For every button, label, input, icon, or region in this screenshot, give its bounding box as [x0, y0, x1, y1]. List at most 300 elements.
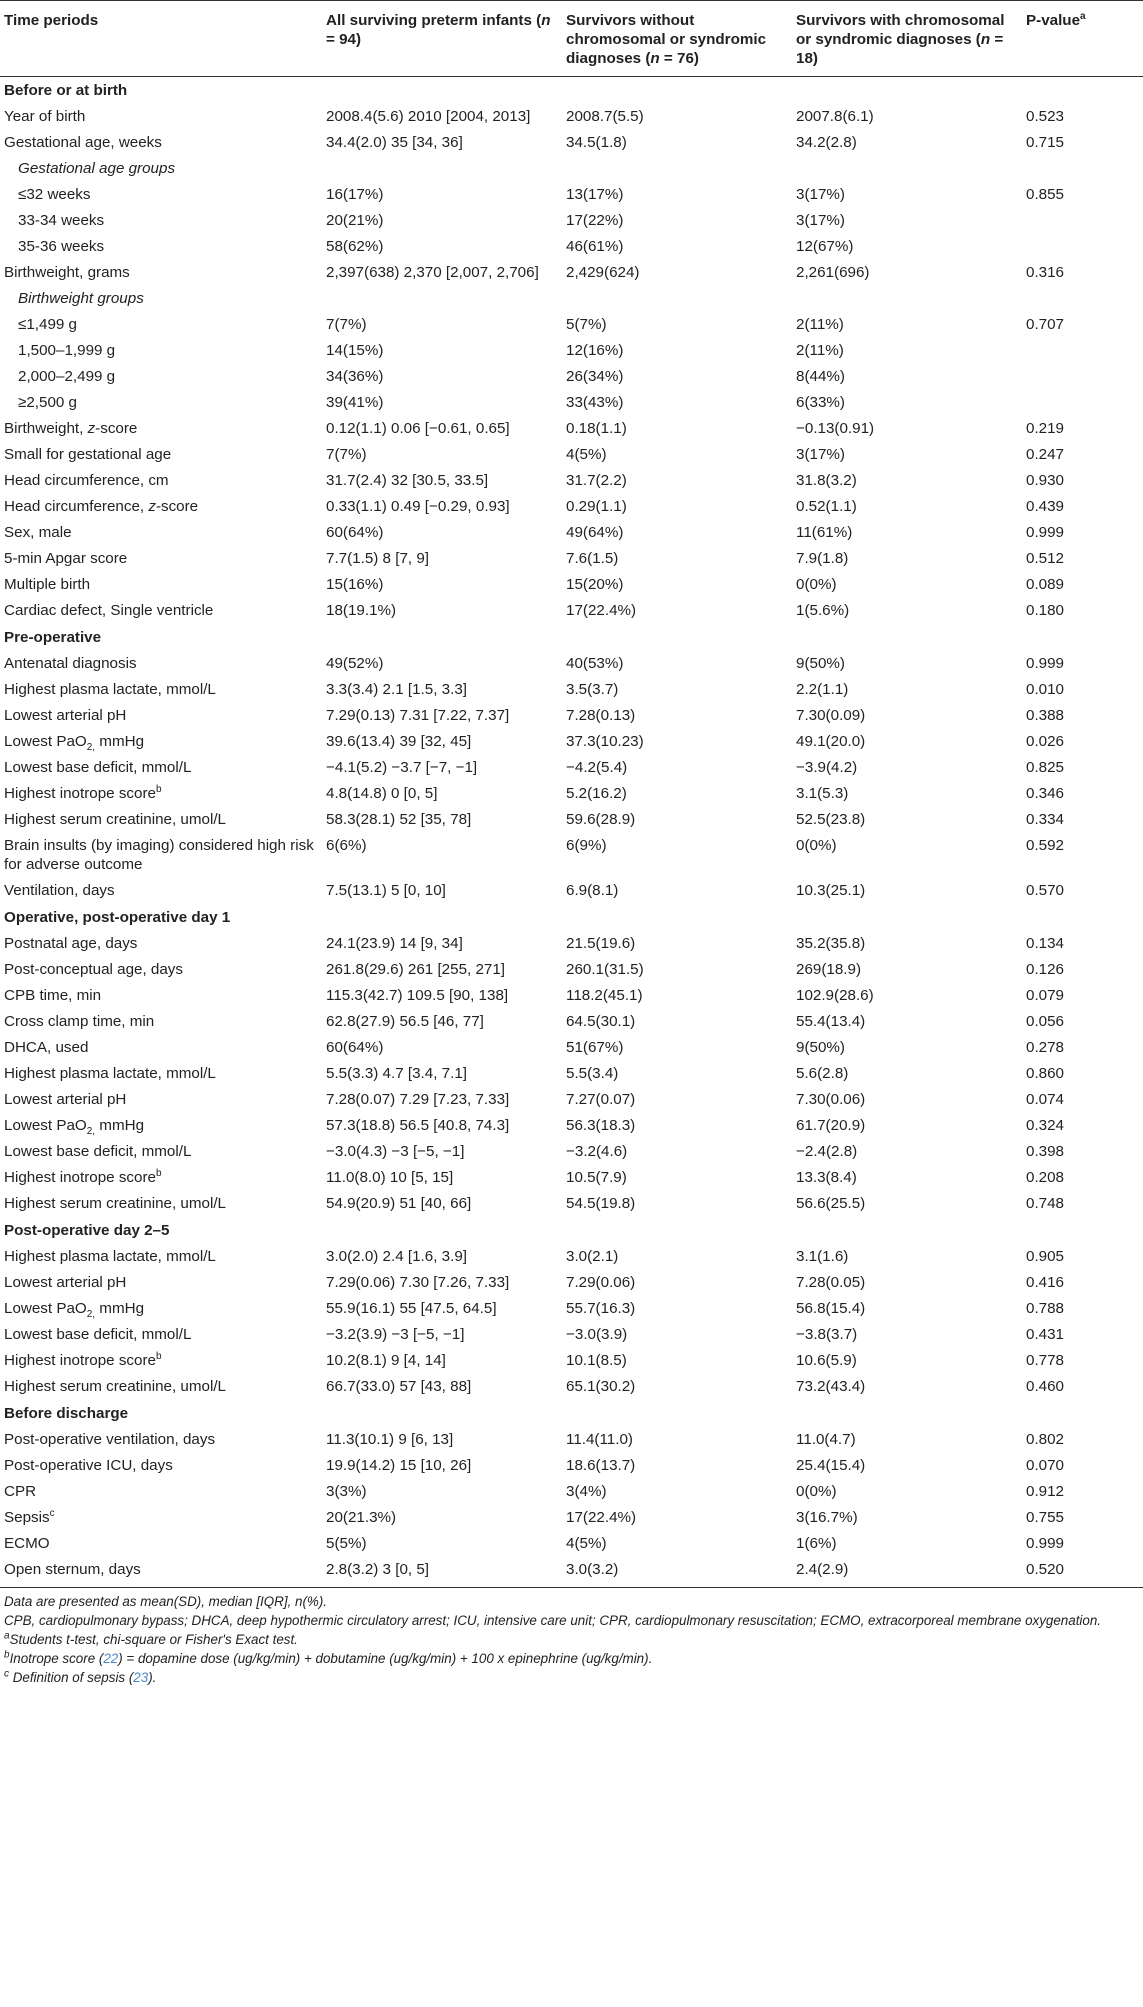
- row-label-part: mmHg: [95, 1300, 145, 1317]
- cell-p-value: 0.825: [1026, 759, 1065, 776]
- cell-p-value: 0.134: [1026, 935, 1065, 952]
- cell-p-value: 0.912: [1026, 1483, 1065, 1500]
- row-label: Birthweight, grams: [4, 264, 130, 281]
- reference-link[interactable]: 22: [103, 1651, 119, 1666]
- cell-without-diagnoses: 56.3(18.3): [566, 1117, 636, 1134]
- group-label: Birthweight groups: [18, 290, 144, 307]
- cell-without-diagnoses: 0.29(1.1): [566, 498, 627, 515]
- cell-all-survivors: 39.6(13.4) 39 [32, 45]: [326, 733, 472, 750]
- cell-all-survivors: 115.3(42.7) 109.5 [90, 138]: [326, 987, 509, 1004]
- row-label-part: b: [155, 783, 162, 795]
- cell-p-value: 0.278: [1026, 1039, 1065, 1056]
- table-row: [0, 468, 1143, 494]
- row-label: [0, 1505, 320, 1531]
- cell-without-diagnoses: 54.5(19.8): [566, 1195, 636, 1212]
- cell-without-diagnoses: 31.7(2.2): [566, 472, 627, 489]
- row-label: Post-operative ICU, days: [4, 1457, 173, 1474]
- row-label: Lowest base deficit, mmol/L: [4, 1326, 192, 1343]
- table-row: [0, 878, 1143, 904]
- cell-without-diagnoses: 5(7%): [566, 316, 607, 333]
- cell-p-value: 0.748: [1026, 1195, 1065, 1212]
- table-row: [0, 1505, 1143, 1531]
- table-row: [0, 651, 1143, 677]
- cell-all-survivors: 3.3(3.4) 2.1 [1.5, 3.3]: [326, 681, 467, 698]
- cell-with-diagnoses: 5.6(2.8): [796, 1065, 849, 1082]
- table-row: [0, 983, 1143, 1009]
- cell-with-diagnoses: 52.5(23.8): [796, 811, 866, 828]
- cell-without-diagnoses: −3.2(4.6): [566, 1143, 628, 1160]
- cell-without-diagnoses: 2,429(624): [566, 264, 640, 281]
- cell-with-diagnoses: 0(0%): [796, 837, 837, 854]
- row-label-part: Lowest PaO: [4, 1300, 87, 1317]
- row-label: Highest serum creatinine, umol/L: [4, 811, 227, 828]
- cell-all-survivors: 14(15%): [326, 342, 384, 359]
- cell-with-diagnoses: 1(6%): [796, 1535, 837, 1552]
- cell-p-value: 0.905: [1026, 1248, 1065, 1265]
- header-all-survivors: All surviving preterm infants (n = 94): [320, 1, 560, 77]
- cell-without-diagnoses: 15(20%): [566, 576, 624, 593]
- cell-with-diagnoses: 0(0%): [796, 1483, 837, 1500]
- cell-with-diagnoses: 9(50%): [796, 1039, 845, 1056]
- cell-p-value: 0.930: [1026, 472, 1065, 489]
- cell-with-diagnoses: 8(44%): [796, 368, 845, 385]
- cell-all-survivors: 20(21%): [326, 212, 384, 229]
- table-row: [0, 729, 1143, 755]
- cell-all-survivors: 7.5(13.1) 5 [0, 10]: [326, 882, 446, 899]
- cell-without-diagnoses: 46(61%): [566, 238, 624, 255]
- cell-all-survivors: 62.8(27.9) 56.5 [46, 77]: [326, 1013, 484, 1030]
- table-row: [0, 703, 1143, 729]
- cell-p-value: 0.070: [1026, 1457, 1065, 1474]
- cell-with-diagnoses: −0.13(0.91): [796, 420, 875, 437]
- cell-without-diagnoses: 34.5(1.8): [566, 134, 627, 151]
- cell-with-diagnoses: −3.9(4.2): [796, 759, 858, 776]
- cell-p-value: 0.860: [1026, 1065, 1065, 1082]
- cell-with-diagnoses: 3(16.7%): [796, 1509, 858, 1526]
- row-label: Sex, male: [4, 524, 72, 541]
- cell-with-diagnoses: 2,261(696): [796, 264, 870, 281]
- cell-with-diagnoses: −2.4(2.8): [796, 1143, 858, 1160]
- row-label: ≤1,499 g: [18, 316, 78, 333]
- row-label: 35-36 weeks: [18, 238, 105, 255]
- cell-p-value: 0.316: [1026, 264, 1065, 281]
- table-row: [0, 1479, 1143, 1505]
- row-label: ≥2,500 g: [18, 394, 78, 411]
- cell-all-survivors: 54.9(20.9) 51 [40, 66]: [326, 1195, 472, 1212]
- cell-without-diagnoses: 6(9%): [566, 837, 607, 854]
- cell-p-value: 0.802: [1026, 1431, 1065, 1448]
- cell-with-diagnoses: −3.8(3.7): [796, 1326, 858, 1343]
- row-label: 5-min Apgar score: [4, 550, 128, 567]
- table-row: [0, 364, 1143, 390]
- cell-all-survivors: 7.29(0.06) 7.30 [7.26, 7.33]: [326, 1274, 510, 1291]
- cell-without-diagnoses: 10.1(8.5): [566, 1352, 627, 1369]
- cell-p-value: 0.126: [1026, 961, 1065, 978]
- cell-p-value: 0.788: [1026, 1300, 1065, 1317]
- cell-without-diagnoses: 49(64%): [566, 524, 624, 541]
- cell-all-survivors: 24.1(23.9) 14 [9, 34]: [326, 935, 463, 952]
- table-row: [0, 1531, 1143, 1557]
- cell-without-diagnoses: 7.6(1.5): [566, 550, 619, 567]
- cell-with-diagnoses: 0.52(1.1): [796, 498, 857, 515]
- row-label-part: Lowest PaO: [4, 1117, 87, 1134]
- cell-all-survivors: −3.0(4.3) −3 [−5, −1]: [326, 1143, 465, 1160]
- cell-with-diagnoses: 2(11%): [796, 342, 844, 359]
- cell-all-survivors: 39(41%): [326, 394, 384, 411]
- cell-without-diagnoses: 33(43%): [566, 394, 624, 411]
- row-label: 33-34 weeks: [18, 212, 105, 229]
- row-label: [0, 781, 320, 807]
- row-label-part: mmHg: [95, 733, 145, 750]
- row-label: ECMO: [4, 1535, 50, 1552]
- row-label-part: 2,: [86, 742, 96, 754]
- cell-without-diagnoses: 4(5%): [566, 446, 607, 463]
- table-row: [0, 1087, 1143, 1113]
- row-label: Post-operative ventilation, days: [4, 1431, 216, 1448]
- cell-without-diagnoses: 59.6(28.9): [566, 811, 636, 828]
- row-label-part: Sepsis: [4, 1509, 50, 1526]
- cell-without-diagnoses: 0.18(1.1): [566, 420, 627, 437]
- cell-without-diagnoses: 4(5%): [566, 1535, 607, 1552]
- cell-p-value: 0.439: [1026, 498, 1065, 515]
- table-row: [0, 677, 1143, 703]
- row-label: Antenatal diagnosis: [4, 655, 137, 672]
- table-footnotes: [0, 1588, 1143, 1687]
- cell-with-diagnoses: 31.8(3.2): [796, 472, 857, 489]
- cell-all-survivors: 11.0(8.0) 10 [5, 15]: [326, 1169, 454, 1186]
- cell-p-value: 0.999: [1026, 524, 1065, 541]
- cell-with-diagnoses: 2(11%): [796, 316, 844, 333]
- cell-without-diagnoses: 37.3(10.23): [566, 733, 644, 750]
- row-label-part: Head circumference,: [4, 498, 149, 515]
- cell-without-diagnoses: 12(16%): [566, 342, 624, 359]
- row-label: [0, 1113, 320, 1139]
- table-row: [0, 957, 1143, 983]
- cell-with-diagnoses: 2007.8(6.1): [796, 108, 874, 125]
- table-row: [0, 442, 1143, 468]
- table-row: [0, 1322, 1143, 1348]
- row-label: 1,500–1,999 g: [18, 342, 116, 359]
- cell-p-value: [1020, 208, 1143, 234]
- cell-p-value: 0.398: [1026, 1143, 1065, 1160]
- cell-with-diagnoses: 10.6(5.9): [796, 1352, 857, 1369]
- cell-all-survivors: 7(7%): [326, 446, 367, 463]
- cell-all-survivors: 7.28(0.07) 7.29 [7.23, 7.33]: [326, 1091, 510, 1108]
- row-label: Small for gestational age: [4, 446, 172, 463]
- table-row: [0, 598, 1143, 624]
- cell-without-diagnoses: 6.9(8.1): [566, 882, 619, 899]
- row-label: Postnatal age, days: [4, 935, 138, 952]
- cell-p-value: 0.707: [1026, 316, 1065, 333]
- section-title: Pre-operative: [4, 629, 102, 646]
- cell-p-value: 0.778: [1026, 1352, 1065, 1369]
- cell-p-value: 0.247: [1026, 446, 1065, 463]
- cell-without-diagnoses: 17(22%): [566, 212, 624, 229]
- cell-all-survivors: 58.3(28.1) 52 [35, 78]: [326, 811, 472, 828]
- table-row: [0, 520, 1143, 546]
- table-row: [0, 1374, 1143, 1400]
- cell-with-diagnoses: 7.9(1.8): [796, 550, 849, 567]
- row-label-part: mmHg: [95, 1117, 145, 1134]
- row-label: Ventilation, days: [4, 882, 115, 899]
- cell-without-diagnoses: 55.7(16.3): [566, 1300, 636, 1317]
- cell-p-value: 0.180: [1026, 602, 1065, 619]
- table-row: [0, 1453, 1143, 1479]
- cell-p-value: 0.219: [1026, 420, 1065, 437]
- table-row: [0, 1427, 1143, 1453]
- cell-without-diagnoses: 7.29(0.06): [566, 1274, 636, 1291]
- cell-all-survivors: 10.2(8.1) 9 [4, 14]: [326, 1352, 446, 1369]
- cell-p-value: 0.715: [1026, 134, 1065, 151]
- table-row: [0, 312, 1143, 338]
- row-label-part: b: [155, 1350, 162, 1362]
- cell-without-diagnoses: 118.2(45.1): [566, 987, 643, 1004]
- row-label: [0, 494, 320, 520]
- cell-all-survivors: 7.7(1.5) 8 [7, 9]: [326, 550, 429, 567]
- footnote-b: $^b$Inotrope score (22) = dopamine dose (ug/kg/min) + dobutamine (ug/kg/min) + 100 x epinephrine (ug/kg/min).: [4, 1649, 653, 1666]
- table-row: [0, 833, 1143, 878]
- cell-with-diagnoses: 3.1(1.6): [796, 1248, 849, 1265]
- cell-without-diagnoses: 17(22.4%): [566, 602, 637, 619]
- cell-all-survivors: 261.8(29.6) 261 [255, 271]: [326, 961, 506, 978]
- cell-all-survivors: 31.7(2.4) 32 [30.5, 33.5]: [326, 472, 489, 489]
- row-label-part: Highest inotrope score: [4, 785, 156, 802]
- row-label: Year of birth: [4, 108, 86, 125]
- cell-all-survivors: 49(52%): [326, 655, 384, 672]
- cell-p-value: [1020, 338, 1143, 364]
- header-p-value: P-value$^a$: [1020, 1, 1143, 77]
- cell-with-diagnoses: 35.2(35.8): [796, 935, 866, 952]
- cell-without-diagnoses: 18.6(13.7): [566, 1457, 636, 1474]
- cell-with-diagnoses: 3(17%): [796, 446, 845, 463]
- footnote-data-format: Data are presented as mean(SD), median [IQR], n(%).: [4, 1594, 327, 1609]
- cell-with-diagnoses: 0(0%): [796, 576, 837, 593]
- cell-all-survivors: −3.2(3.9) −3 [−5, −1]: [326, 1326, 465, 1343]
- cell-p-value: 0.388: [1026, 707, 1065, 724]
- cell-with-diagnoses: 61.7(20.9): [796, 1117, 866, 1134]
- table-row: [0, 807, 1143, 833]
- cell-all-survivors: 0.33(1.1) 0.49 [−0.29, 0.93]: [326, 498, 510, 515]
- table-row: [0, 931, 1143, 957]
- table-row: [0, 1270, 1143, 1296]
- row-label: Brain insults (by imaging) considered high risk for adverse outcome: [4, 837, 314, 873]
- table-row: [0, 781, 1143, 807]
- cell-with-diagnoses: 3(17%): [796, 186, 845, 203]
- cell-p-value: 0.089: [1026, 576, 1065, 593]
- cell-all-survivors: 18(19.1%): [326, 602, 397, 619]
- cell-p-value: 0.334: [1026, 811, 1065, 828]
- section-title: Before discharge: [4, 1405, 129, 1422]
- cell-without-diagnoses: 13(17%): [566, 186, 624, 203]
- table-row: [0, 104, 1143, 130]
- row-label: Open sternum, days: [0, 1557, 320, 1588]
- section-row: [0, 1217, 1143, 1244]
- row-label: Cross clamp time, min: [4, 1013, 155, 1030]
- cell-all-survivors: 3.0(2.0) 2.4 [1.6, 3.9]: [326, 1248, 467, 1265]
- cell-without-diagnoses: 260.1(31.5): [566, 961, 644, 978]
- row-label-part: b: [155, 1167, 162, 1179]
- table-row: [0, 1035, 1143, 1061]
- footnote-abbreviations: CPB, cardiopulmonary bypass; DHCA, deep hypothermic circulatory arrest; ICU, intensive care unit; CPR, cardiopulmonary resuscitation; ECMO, extracorporeal membrane oxygenation.: [4, 1613, 1102, 1628]
- cell-all-survivors: 66.7(33.0) 57 [43, 88]: [326, 1378, 472, 1395]
- row-label: CPR: [4, 1483, 37, 1500]
- table-row: [0, 208, 1143, 234]
- table-row: [0, 494, 1143, 520]
- table-row: [0, 1191, 1143, 1217]
- row-label: DHCA, used: [4, 1039, 89, 1056]
- cell-all-survivors: 34.4(2.0) 35 [34, 36]: [326, 134, 463, 151]
- cell-without-diagnoses: 5.5(3.4): [566, 1065, 619, 1082]
- table-row: [0, 416, 1143, 442]
- cell-with-diagnoses: 10.3(25.1): [796, 882, 866, 899]
- cell-all-survivors: 60(64%): [326, 1039, 384, 1056]
- table-row: [0, 234, 1143, 260]
- cell-p-value: 0.346: [1026, 785, 1065, 802]
- row-label: Highest serum creatinine, umol/L: [4, 1378, 227, 1395]
- row-label: [0, 1165, 320, 1191]
- cell-all-survivors: 0.12(1.1) 0.06 [−0.61, 0.65]: [326, 420, 510, 437]
- section-row: [0, 904, 1143, 931]
- cell-p-value: 0.431: [1026, 1326, 1065, 1343]
- cell-with-diagnoses: 56.6(25.5): [796, 1195, 866, 1212]
- group-label-row: [0, 286, 1143, 312]
- cell-with-diagnoses: 49.1(20.0): [796, 733, 866, 750]
- cell-without-diagnoses: 10.5(7.9): [566, 1169, 627, 1186]
- cell-without-diagnoses: −3.0(3.9): [566, 1326, 628, 1343]
- cell-all-survivors: 34(36%): [326, 368, 384, 385]
- cell-with-diagnoses: 3.1(5.3): [796, 785, 849, 802]
- cell-all-survivors: −4.1(5.2) −3.7 [−7, −1]: [326, 759, 478, 776]
- cell-all-survivors: 4.8(14.8) 0 [0, 5]: [326, 785, 438, 802]
- row-label: Highest plasma lactate, mmol/L: [4, 681, 216, 698]
- cell-all-survivors: 2,397(638) 2,370 [2,007, 2,706]: [326, 264, 539, 281]
- row-label: Gestational age, weeks: [4, 134, 162, 151]
- table-row: [0, 1139, 1143, 1165]
- footnote-c: $^c$ Definition of sepsis (23).: [4, 1668, 157, 1685]
- cell-without-diagnoses: 5.2(16.2): [566, 785, 627, 802]
- row-label-part: Highest inotrope score: [4, 1352, 156, 1369]
- cell-with-diagnoses: 73.2(43.4): [796, 1378, 866, 1395]
- cell-all-survivors: 11.3(10.1) 9 [6, 13]: [326, 1431, 454, 1448]
- cell-all-survivors: 3(3%): [326, 1483, 367, 1500]
- table-row: [0, 1165, 1143, 1191]
- row-label: 2,000–2,499 g: [18, 368, 116, 385]
- group-label-row: [0, 156, 1143, 182]
- cell-p-value: 0.592: [1026, 837, 1065, 854]
- cell-with-diagnoses: 56.8(15.4): [796, 1300, 866, 1317]
- cell-without-diagnoses: 3.0(2.1): [566, 1248, 619, 1265]
- cell-without-diagnoses: 65.1(30.2): [566, 1378, 636, 1395]
- cell-p-value: 0.026: [1026, 733, 1065, 750]
- cell-p-value: 0.324: [1026, 1117, 1065, 1134]
- table-row: [0, 390, 1143, 416]
- footnote-a: $^a$Students t-test, chi-square or Fisher's Exact test.: [4, 1630, 298, 1647]
- header-with-diagnoses: Survivors with chromosomal or syndromic diagnoses (n = 18): [790, 1, 1020, 77]
- cell-with-diagnoses: 34.2(2.8): [796, 134, 857, 151]
- row-label: Lowest base deficit, mmol/L: [4, 1143, 192, 1160]
- table-row: [0, 1113, 1143, 1139]
- cell-without-diagnoses: 2008.7(5.5): [566, 108, 644, 125]
- table-body: [0, 77, 1143, 1588]
- cell-all-survivors: 2.8(3.2) 3 [0, 5]: [320, 1557, 560, 1588]
- row-label-part: 2,: [86, 1126, 96, 1138]
- row-label: [0, 416, 320, 442]
- section-row: [0, 1400, 1143, 1427]
- cell-with-diagnoses: 7.30(0.06): [796, 1091, 866, 1108]
- cell-without-diagnoses: 21.5(19.6): [566, 935, 636, 952]
- row-label: Highest plasma lactate, mmol/L: [4, 1248, 216, 1265]
- header-row: [0, 1, 1143, 77]
- cell-all-survivors: 2008.4(5.6) 2010 [2004, 2013]: [326, 108, 531, 125]
- cell-all-survivors: 58(62%): [326, 238, 384, 255]
- table-row: [0, 572, 1143, 598]
- cell-p-value: 0.416: [1026, 1274, 1065, 1291]
- cell-with-diagnoses: 11.0(4.7): [796, 1431, 856, 1448]
- row-label: CPB time, min: [4, 987, 102, 1004]
- cell-with-diagnoses: 11(61%): [796, 524, 853, 541]
- cell-p-value: 0.755: [1026, 1509, 1065, 1526]
- row-label: [0, 1348, 320, 1374]
- cell-without-diagnoses: 26(34%): [566, 368, 624, 385]
- section-row: [0, 624, 1143, 651]
- cell-without-diagnoses: 7.27(0.07): [566, 1091, 636, 1108]
- row-label-part: c: [49, 1507, 55, 1519]
- row-label: ≤32 weeks: [18, 186, 91, 203]
- row-label: [0, 729, 320, 755]
- cell-p-value: 0.999: [1026, 655, 1065, 672]
- table-row: [0, 130, 1143, 156]
- row-label: Highest plasma lactate, mmol/L: [4, 1065, 216, 1082]
- cell-p-value: [1020, 364, 1143, 390]
- table-row: [0, 1244, 1143, 1270]
- cell-p-value: 0.056: [1026, 1013, 1065, 1030]
- cell-all-survivors: 55.9(16.1) 55 [47.5, 64.5]: [326, 1300, 497, 1317]
- cell-p-value: [1020, 390, 1143, 416]
- row-label-part: 2,: [86, 1309, 96, 1321]
- table-row: [0, 1348, 1143, 1374]
- cell-with-diagnoses: 9(50%): [796, 655, 845, 672]
- cell-p-value: 0.079: [1026, 987, 1065, 1004]
- cell-p-value: 0.523: [1026, 108, 1065, 125]
- reference-link[interactable]: 23: [133, 1670, 149, 1685]
- table-row: [0, 1296, 1143, 1322]
- cell-all-survivors: 19.9(14.2) 15 [10, 26]: [326, 1457, 472, 1474]
- section-title: Operative, post-operative day 1: [4, 909, 231, 926]
- row-label: Cardiac defect, Single ventricle: [4, 602, 214, 619]
- cell-p-value: 0.999: [1026, 1535, 1065, 1552]
- row-label-part: z: [148, 498, 156, 515]
- cell-all-survivors: 7.29(0.13) 7.31 [7.22, 7.37]: [326, 707, 510, 724]
- cell-without-diagnoses: 11.4(11.0): [566, 1431, 633, 1448]
- cell-p-value: 0.074: [1026, 1091, 1065, 1108]
- table-row: [0, 1061, 1143, 1087]
- table-row: [0, 182, 1143, 208]
- cell-with-diagnoses: 269(18.9): [796, 961, 862, 978]
- cell-all-survivors: 5(5%): [326, 1535, 367, 1552]
- cell-with-diagnoses: 2.4(2.9): [790, 1557, 1020, 1588]
- table-row: [0, 338, 1143, 364]
- table-row: [0, 1009, 1143, 1035]
- cell-p-value: 0.010: [1026, 681, 1065, 698]
- row-label-part: z: [87, 420, 96, 437]
- cell-all-survivors: 6(6%): [326, 837, 367, 854]
- section-title: Before or at birth: [4, 82, 128, 99]
- cell-all-survivors: 15(16%): [326, 576, 384, 593]
- cell-with-diagnoses: 55.4(13.4): [796, 1013, 866, 1030]
- cell-p-value: [1020, 234, 1143, 260]
- cell-without-diagnoses: 3.0(3.2): [560, 1557, 790, 1588]
- row-label-part: Birthweight,: [4, 420, 88, 437]
